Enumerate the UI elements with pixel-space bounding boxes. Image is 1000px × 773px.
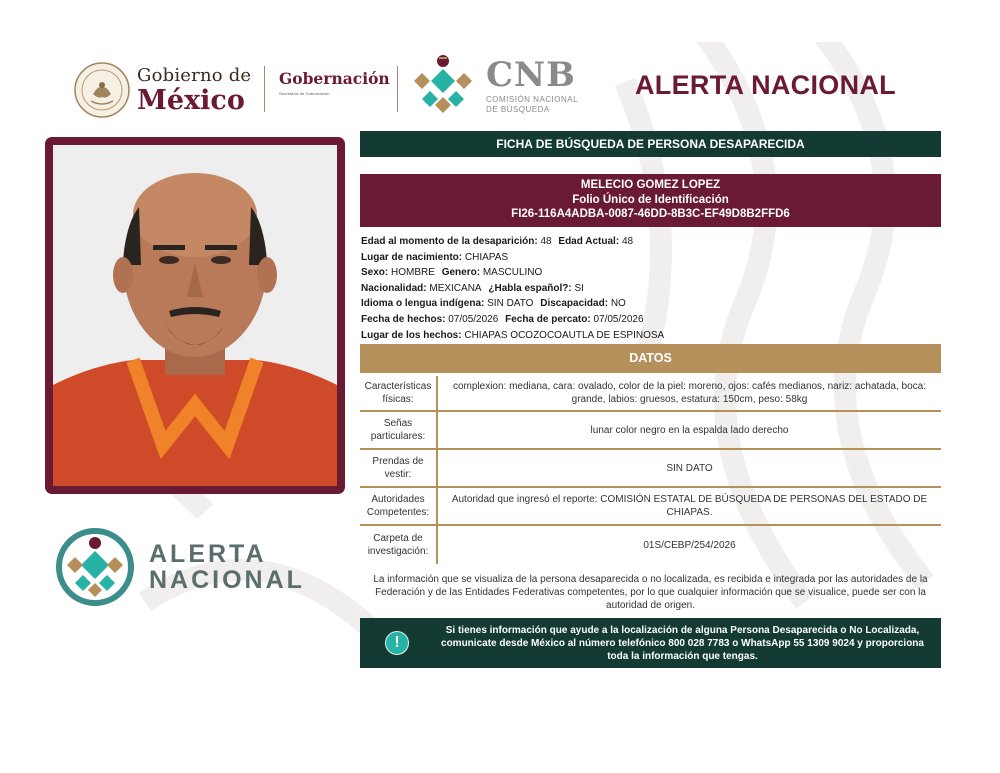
fact-value: 48 <box>621 236 634 247</box>
fact-label: Edad Actual: <box>558 236 620 247</box>
exclamation-icon: ! <box>385 631 409 655</box>
fact-label: Discapacidad: <box>540 298 609 310</box>
table-row <box>360 412 941 450</box>
table-row <box>360 376 941 412</box>
fact-label: Lugar de nacimiento: <box>361 251 463 263</box>
person-name: MELECIO GOMEZ LOPEZ <box>580 179 721 191</box>
row-value: 01S/CEBP/254/2026 <box>643 539 736 551</box>
fact-label: Genero: <box>441 267 481 279</box>
photo-frame <box>45 137 345 494</box>
alerta-nacional-title: ALERTA NACIONAL <box>635 70 896 100</box>
fact-label: Fecha de hechos: <box>361 313 446 325</box>
gob-line1: Gobierno de <box>137 64 252 86</box>
fact-row <box>361 234 941 250</box>
alerta-logo-line1: ALERTA <box>149 539 267 568</box>
row-label: Carpeta de investigación: <box>360 526 438 564</box>
gobernacion-name: Gobernación <box>279 69 390 88</box>
row-value: lunar color negro en la espalda lado derecho <box>590 424 789 436</box>
contact-info-text: Si tienes información que ayude a la localización de alguna Persona Desaparecida o No Localizada, comunicate desde México al número telefónico 800 028 7783 o WhatsApp 55 1309 9024 y proporciona toda la información que tengas. <box>441 625 924 662</box>
row-value: SIN DATO <box>666 462 713 474</box>
cnb-logo <box>408 50 608 122</box>
fact-label: Edad al momento de la desaparición: <box>361 236 538 247</box>
fact-value: 07/05/2026 <box>448 313 499 325</box>
cnb-line2: DE BÚSQUEDA <box>486 104 550 114</box>
contact-info-bar <box>360 618 941 668</box>
disclaimer-text: La información que se visualiza de la persona desaparecida o no localizada, es recibida e integrada por las autoridades de la Federación y de las Entidades Federativas competentes, por lo que cualquier información que se visualice, puede ser con la autoridad de origen. <box>373 574 928 611</box>
datos-header-bar: DATOS <box>360 344 941 373</box>
person-photo <box>53 145 337 486</box>
row-label: Características físicas: <box>360 376 438 410</box>
fact-value: CHIAPAS <box>464 251 509 263</box>
alerta-nacional-logo <box>55 527 315 607</box>
datos-table <box>360 376 941 564</box>
fact-label: Lugar de los hechos: <box>361 329 462 341</box>
facts-block <box>361 234 941 343</box>
row-label: Prendas de vestir: <box>360 450 438 486</box>
fact-value: 07/05/2026 <box>593 313 644 325</box>
row-label: Autoridades Competentes: <box>360 488 438 524</box>
fact-value: 48 <box>540 236 552 247</box>
fact-row <box>361 250 941 266</box>
alerta-emblem-icon <box>55 527 135 607</box>
folio-id: FI26-116A4ADBA-0087-46DD-8B3C-EF49D8B2FFD6 <box>511 208 790 220</box>
folio-label: Folio Único de Identificación <box>572 193 729 206</box>
alerta-logo-line2: NACIONAL <box>149 566 305 594</box>
fact-value: HOMBRE <box>391 267 435 279</box>
fact-label: Nacionalidad: <box>361 282 427 294</box>
mexico-seal-icon <box>73 61 131 119</box>
fact-label: Sexo: <box>361 267 389 279</box>
fact-row <box>361 265 941 281</box>
fact-label: Fecha de percato: <box>505 313 591 325</box>
gob-line2: México <box>137 84 245 116</box>
fact-value: MEXICANA <box>429 282 482 294</box>
table-row <box>360 450 941 488</box>
person-name-bar <box>360 174 941 227</box>
gobernacion-sub: Secretaría de Gobernación <box>279 91 330 96</box>
fact-value: SIN DATO <box>487 298 534 310</box>
gobernacion-logo <box>279 69 391 109</box>
fact-value: NO <box>610 298 626 310</box>
cnb-line1: COMISIÓN NACIONAL <box>486 95 579 105</box>
table-row <box>360 488 941 526</box>
missing-person-sheet <box>45 42 957 670</box>
cnb-acronym: CNB <box>486 55 576 96</box>
header-divider <box>264 66 265 112</box>
fact-label: ¿Habla español?: <box>488 282 572 294</box>
row-value: complexion: mediana, cara: ovalado, color de la piel: moreno, ojos: cafés medianos, nariz: achatada, boca: grande, labios: gruesos, estatura: 150cm, peso: 58kg <box>452 381 927 405</box>
row-label: Señas particulares: <box>360 412 438 448</box>
fact-value: CHIAPAS OCOZOCOAUTLA DE ESPINOSA <box>464 329 665 341</box>
row-value: Autoridad que ingresó el reporte: COMISIÓN ESTATAL DE BÚSQUEDA DE PERSONAS DEL ESTADO DE CHIAPAS. <box>451 494 928 518</box>
table-row <box>360 526 941 564</box>
fact-row <box>361 328 941 344</box>
fact-value: SI <box>574 282 584 294</box>
fact-row <box>361 312 941 328</box>
cnb-emblem-icon <box>408 51 478 121</box>
fact-value: MASCULINO <box>482 267 543 279</box>
ficha-title-bar: FICHA DE BÚSQUEDA DE PERSONA DESAPARECIDA <box>360 131 941 157</box>
fact-row <box>361 281 941 297</box>
header-divider <box>397 66 398 112</box>
fact-row <box>361 296 941 312</box>
fact-label: Idioma o lengua indígena: <box>361 298 485 310</box>
